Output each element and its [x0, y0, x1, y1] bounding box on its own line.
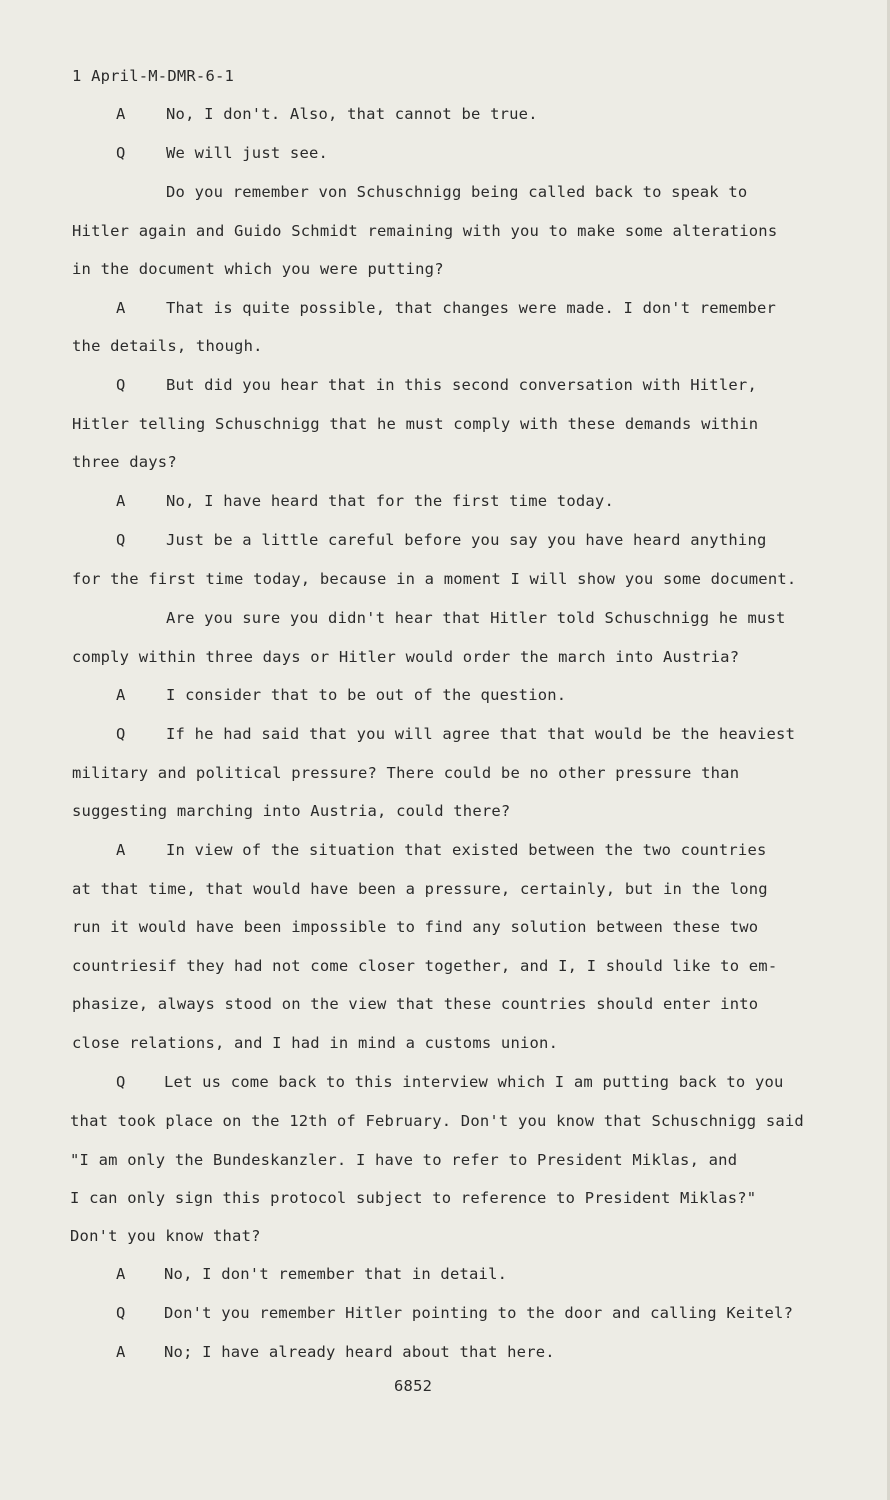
line-text: the details, though. — [72, 337, 263, 355]
header-code: 1 April-M-DMR-6-1 — [72, 67, 235, 85]
speaker-label: A — [116, 105, 126, 123]
speaker-label: A — [116, 299, 126, 317]
speaker-label: Q — [116, 376, 126, 394]
line-text: in the document which you were putting? — [72, 260, 444, 278]
line-text: "I am only the Bundeskanzler. I have to refer to President Miklas, and — [70, 1151, 738, 1169]
line-text: Don't you remember Hitler pointing to the door and calling Keitel? — [164, 1304, 794, 1322]
line-text: run it would have been impossible to find any solution between these two — [72, 918, 759, 936]
speaker-label: A — [116, 686, 126, 704]
line-text: phasize, always stood on the view that these countries should enter into — [72, 995, 759, 1013]
line-text: But did you hear that in this second conversation with Hitler, — [166, 376, 757, 394]
line-text: for the first time today, because in a moment I will show you some document. — [72, 570, 797, 588]
line-text: Let us come back to this interview which I am putting back to you — [164, 1073, 784, 1091]
speaker-label: Q — [116, 531, 126, 549]
line-text: No, I have heard that for the first time today. — [166, 492, 614, 510]
line-text: I can only sign this protocol subject to reference to President Miklas?" — [70, 1189, 757, 1207]
speaker-label: A — [116, 492, 126, 510]
line-text: Hitler again and Guido Schmidt remaining with you to make some alterations — [72, 222, 778, 240]
line-text: We will just see. — [166, 144, 329, 162]
line-text: That is quite possible, that changes were made. I don't remember — [166, 299, 777, 317]
line-text: No; I have already heard about that here. — [164, 1343, 555, 1361]
speaker-label: Q — [116, 144, 126, 162]
speaker-label: Q — [116, 725, 126, 743]
line-text: that took place on the 12th of February. Don't you know that Schuschnigg said — [70, 1112, 804, 1130]
speaker-label: A — [116, 841, 126, 859]
page-number: 6852 — [394, 1377, 433, 1395]
line-text: at that time, that would have been a pressure, certainly, but in the long — [72, 880, 768, 898]
line-text: Don't you know that? — [70, 1227, 261, 1245]
line-text: If he had said that you will agree that that would be the heaviest — [166, 725, 796, 743]
speaker-label: A — [116, 1343, 126, 1361]
speaker-label: Q — [116, 1304, 126, 1322]
line-text: military and political pressure? There could be no other pressure than — [72, 764, 740, 782]
line-text: No, I don't remember that in detail. — [164, 1265, 508, 1283]
line-text: countriesif they had not come closer together, and I, I should like to em- — [72, 957, 778, 975]
line-text: close relations, and I had in mind a customs union. — [72, 1034, 559, 1052]
speaker-label: A — [116, 1265, 126, 1283]
line-text: No, I don't. Also, that cannot be true. — [166, 105, 538, 123]
line-text: Do you remember von Schuschnigg being called back to speak to — [166, 183, 748, 201]
line-text: suggesting marching into Austria, could there? — [72, 802, 511, 820]
line-text: In view of the situation that existed between the two countries — [166, 841, 767, 859]
line-text: Hitler telling Schuschnigg that he must comply with these demands within — [72, 415, 759, 433]
line-text: I consider that to be out of the question. — [166, 686, 567, 704]
line-text: Are you sure you didn't hear that Hitler told Schuschnigg he must — [166, 609, 786, 627]
line-text: comply within three days or Hitler would order the march into Austria? — [72, 648, 740, 666]
speaker-label: Q — [116, 1073, 126, 1091]
line-text: Just be a little careful before you say you have heard anything — [166, 531, 767, 549]
line-text: three days? — [72, 453, 177, 471]
